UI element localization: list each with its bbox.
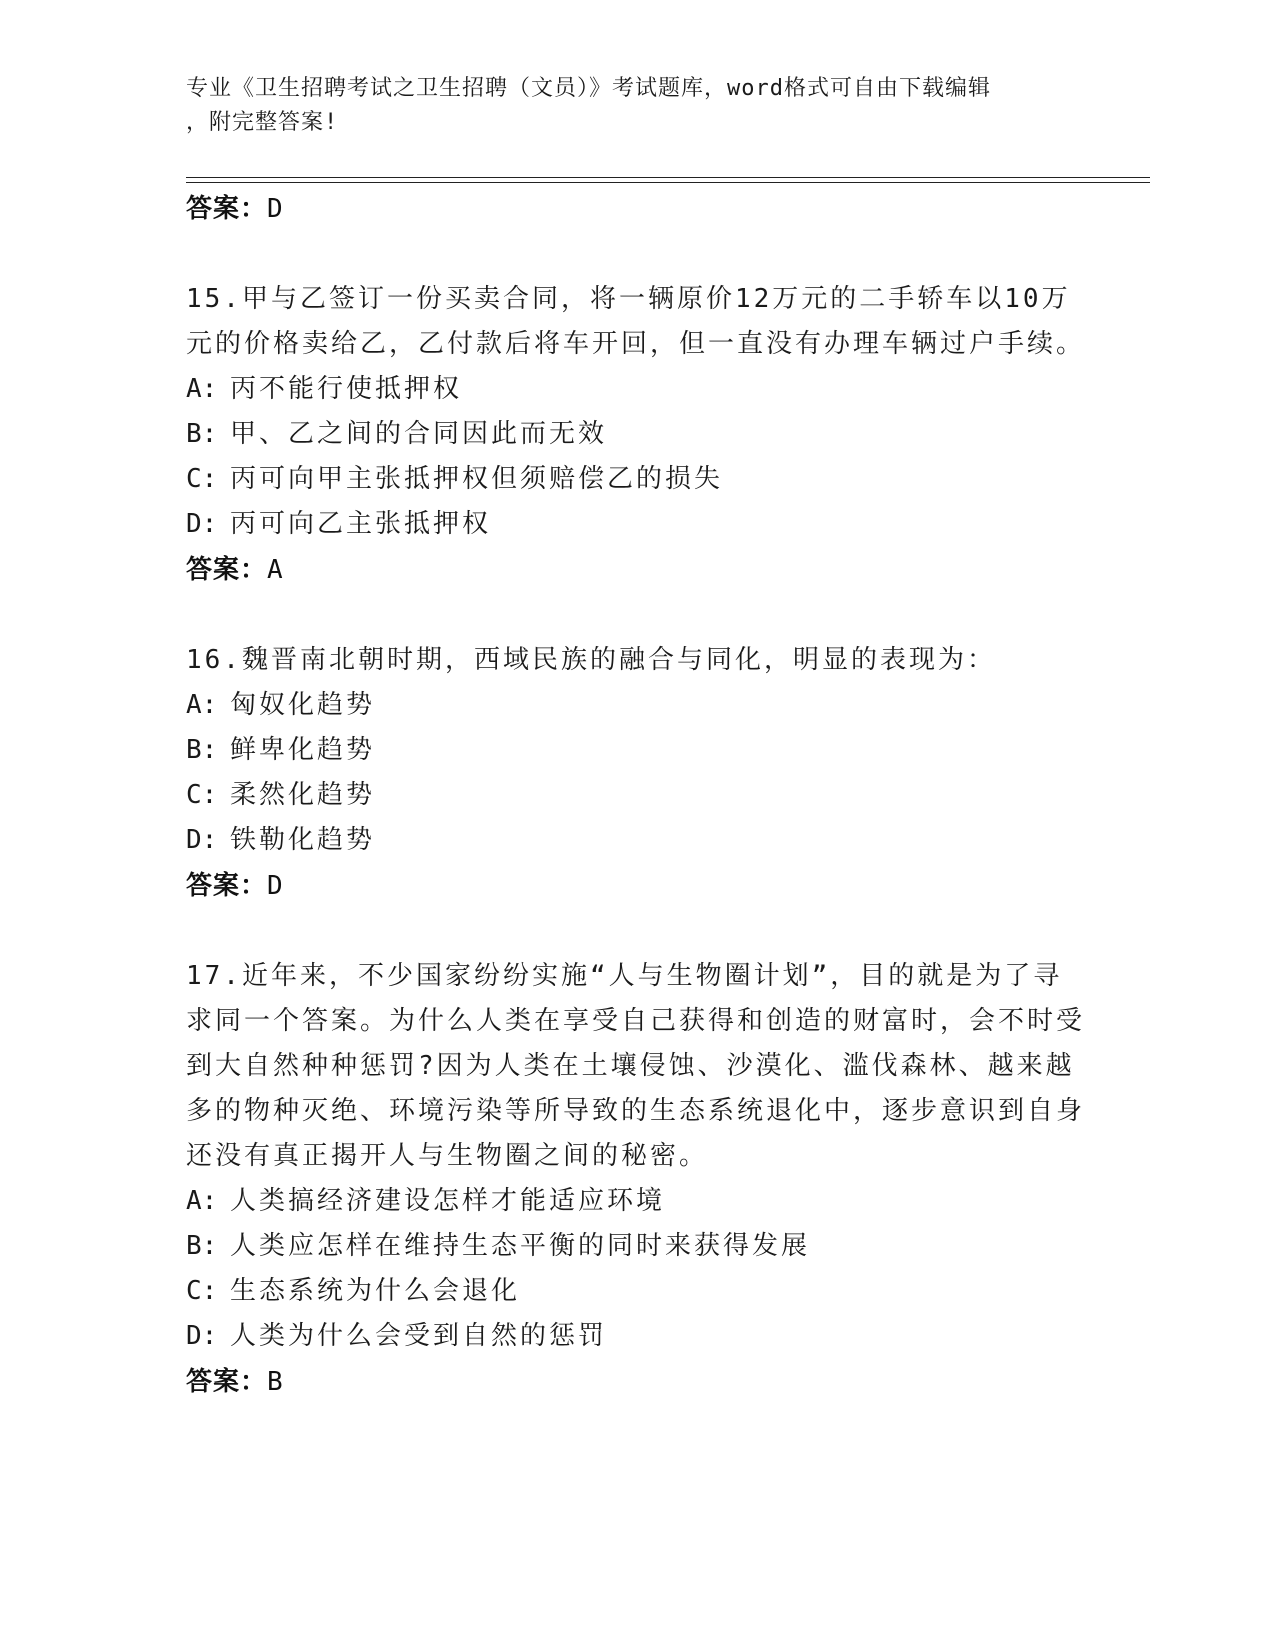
option-key: C: xyxy=(186,1276,218,1306)
answer-value: B xyxy=(267,1367,284,1397)
option-key: B: xyxy=(186,735,218,765)
option-a xyxy=(186,367,1086,412)
page-header xyxy=(186,72,1066,140)
option-text: 匈奴化趋势 xyxy=(230,690,376,720)
answer-label: 答案： xyxy=(186,555,268,585)
option-a xyxy=(186,683,1086,728)
option-text: 人类应怎样在维持生态平衡的同时来获得发展 xyxy=(230,1231,811,1261)
question-stem: 16.魏晋南北朝时期，西域民族的融合与同化，明显的表现为： xyxy=(186,645,996,675)
option-c xyxy=(186,1269,1086,1314)
option-key: B: xyxy=(186,419,218,449)
option-key: A: xyxy=(186,1186,218,1216)
option-d xyxy=(186,818,1086,863)
question-stem: 17.近年来，不少国家纷纷实施“人与生物圈计划”，目的就是为了寻求同一个答案。为什么人类在享受自己获得和创造的财富时，会不时受到大自然种种惩罚?因为人类在土壤侵蚀、沙漠化、滥伐森林、越来越多的物种灭绝、环境污染等所导致的生态系统退化中，逐步意识到自身还没有真正揭开人与生物圈之间的秘密。 xyxy=(186,961,1086,1171)
option-c xyxy=(186,773,1086,818)
option-key: A: xyxy=(186,374,218,404)
header-rule-bottom xyxy=(186,182,1150,183)
answer-line xyxy=(186,186,1086,232)
answer-label: 答案： xyxy=(186,871,268,901)
option-a xyxy=(186,1179,1086,1224)
answer-value: A xyxy=(267,555,284,585)
option-text: 生态系统为什么会退化 xyxy=(230,1276,521,1306)
option-text: 人类为什么会受到自然的惩罚 xyxy=(230,1321,608,1351)
option-text: 丙可向甲主张抵押权但须赔偿乙的损失 xyxy=(230,464,724,494)
question-list xyxy=(186,186,1086,1405)
option-key: D: xyxy=(186,509,218,539)
option-c xyxy=(186,457,1086,502)
option-key: D: xyxy=(186,825,218,855)
option-key: B: xyxy=(186,1231,218,1261)
option-key: A: xyxy=(186,690,218,720)
header-line-1: 专业《卫生招聘考试之卫生招聘（文员）》考试题库，word格式可自由下载编辑 xyxy=(186,76,991,101)
answer-line xyxy=(186,1359,1086,1405)
question-stem: 15.甲与乙签订一份买卖合同，将一辆原价12万元的二手轿车以10万元的价格卖给乙，乙付款后将车开回，但一直没有办理车辆过户手续。 xyxy=(186,284,1086,359)
option-text: 鲜卑化趋势 xyxy=(230,735,376,765)
option-text: 铁勒化趋势 xyxy=(230,825,376,855)
answer-label: 答案： xyxy=(186,194,268,224)
option-b xyxy=(186,412,1086,457)
option-text: 人类搞经济建设怎样才能适应环境 xyxy=(230,1186,666,1216)
option-text: 丙不能行使抵押权 xyxy=(230,374,463,404)
option-b xyxy=(186,1224,1086,1269)
option-text: 柔然化趋势 xyxy=(230,780,376,810)
option-d xyxy=(186,502,1086,547)
option-text: 甲、乙之间的合同因此而无效 xyxy=(230,419,608,449)
option-d xyxy=(186,1314,1086,1359)
option-text: 丙可向乙主张抵押权 xyxy=(230,509,492,539)
option-key: C: xyxy=(186,464,218,494)
header-rule-top xyxy=(186,177,1150,178)
option-b xyxy=(186,728,1086,773)
answer-line xyxy=(186,863,1086,909)
header-line-2: ，附完整答案! xyxy=(186,110,339,135)
option-key: D: xyxy=(186,1321,218,1351)
option-key: C: xyxy=(186,780,218,810)
answer-line xyxy=(186,547,1086,593)
answer-label: 答案： xyxy=(186,1367,268,1397)
answer-value: D xyxy=(267,194,284,224)
answer-value: D xyxy=(267,871,284,901)
